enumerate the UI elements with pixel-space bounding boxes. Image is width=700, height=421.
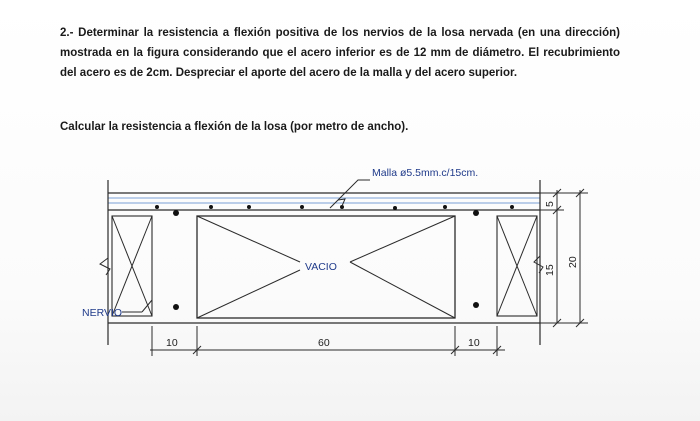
dim-total: 20 (567, 256, 579, 268)
dim-rib-right: 10 (468, 337, 480, 349)
rebar-top-right (473, 210, 479, 216)
mesh-dot (247, 205, 251, 209)
void-diag-2a (350, 216, 455, 262)
dim-void: 60 (318, 337, 330, 349)
rebar-top-left (173, 210, 179, 216)
void-label: VACIO (305, 261, 337, 273)
mesh-dot (300, 205, 304, 209)
rib-label: NERVIO (82, 307, 123, 319)
mesh-dot (393, 206, 397, 210)
void-diag-1a (197, 216, 300, 262)
dim-web: 15 (544, 264, 556, 276)
right-break-mark (534, 256, 543, 273)
mesh-dot (209, 205, 213, 209)
rebar-bottom-right (473, 302, 479, 308)
mesh-leader (330, 180, 370, 208)
problem-number: 2.- (60, 27, 74, 39)
void-diag-1b (350, 262, 455, 318)
problem-text: Determinar la resistencia a flexión positiva de los nervios de la losa nervada (en una dirección) mostrada en la figura considerando que el acero inferior es de 12 mm de diámetro. El recubrimiento del acero es de 2cm. Despreciar el aporte del acero de la malla y del acero superior. (60, 27, 621, 79)
rib-leader-2 (142, 300, 152, 312)
mesh-dot (510, 205, 514, 209)
dim-rib-left: 10 (166, 337, 178, 349)
question-text: Calcular la resistencia a flexión de la losa (por metro de ancho). (60, 121, 409, 133)
mesh-dot (443, 205, 447, 209)
dim-flange: 5 (544, 201, 556, 207)
mesh-dot (155, 205, 159, 209)
rebar-bottom-left (173, 304, 179, 310)
mesh-label: Malla ø5.5mm.c/15cm. (372, 167, 479, 179)
void-diag-2b (197, 270, 300, 318)
